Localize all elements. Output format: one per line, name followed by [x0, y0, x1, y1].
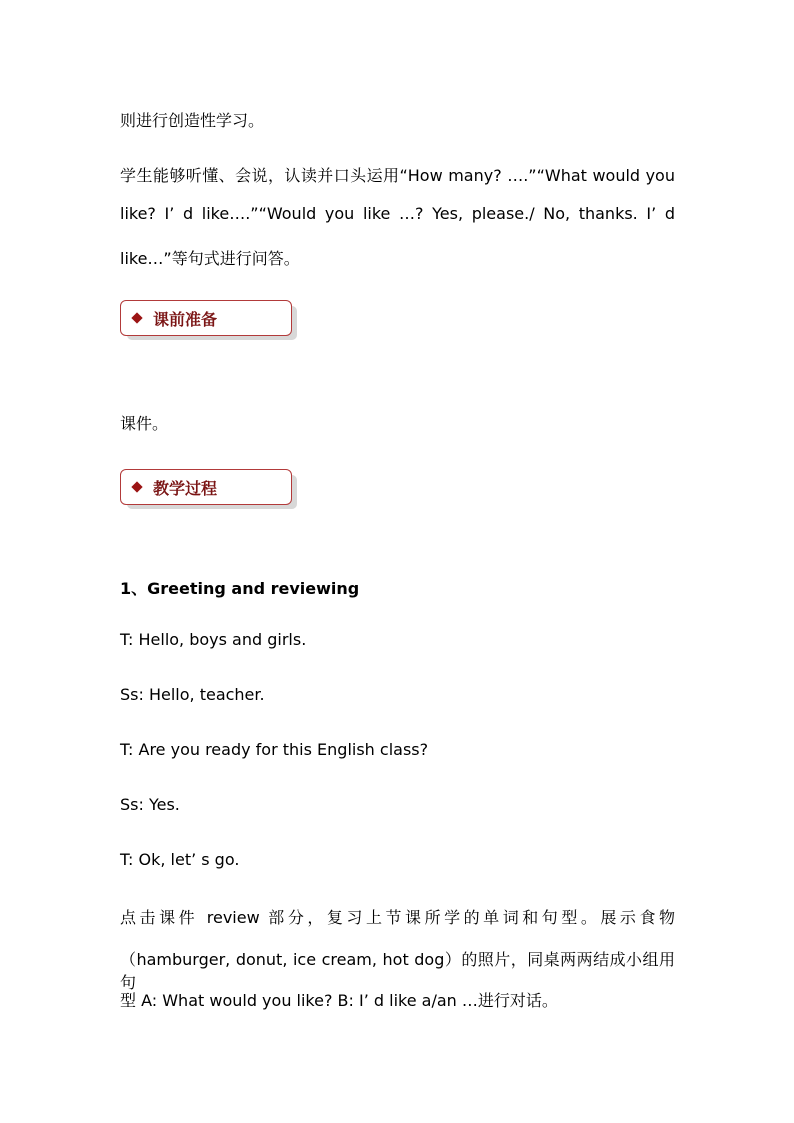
diamond-bullet-icon	[131, 481, 142, 492]
section-title-preparation: 课前准备	[153, 309, 218, 329]
objectives-line-3: like…”等句式进行问答。	[120, 249, 300, 268]
step-heading: 1、Greeting and reviewing	[120, 579, 360, 598]
dialogue-line: Ss: Yes.	[120, 795, 180, 814]
activity-line-1: 点击课件 review 部分，复习上节课所学的单词和句型。展示食物	[120, 908, 675, 927]
section-header-preparation	[120, 300, 292, 336]
objectives-line-1: 学生能够听懂、会说，认读并口头运用“How many? ….”“What would you	[120, 166, 675, 185]
dialogue-line: Ss: Hello, teacher.	[120, 685, 265, 704]
section-title-process: 教学过程	[153, 478, 218, 498]
activity-line-2: （hamburger, donut, ice cream, hot dog）的照片，同桌两两结成小组用句	[120, 950, 675, 992]
diamond-bullet-icon	[131, 312, 142, 323]
activity-line-3: 型 A: What would you like? B: I’ d like a/an …进行对话。	[120, 991, 558, 1010]
dialogue-line: T: Ok, let’ s go.	[120, 850, 240, 869]
section-header-process	[120, 469, 292, 505]
paragraph-continuation: 则进行创造性学习。	[120, 111, 265, 130]
preparation-body: 课件。	[120, 414, 169, 433]
dialogue-line: T: Hello, boys and girls.	[120, 630, 307, 649]
objectives-line-2: like? I’ d like….”“Would you like …? Yes, please./ No, thanks. I’ d	[120, 204, 675, 223]
dialogue-line: T: Are you ready for this English class?	[120, 740, 429, 759]
